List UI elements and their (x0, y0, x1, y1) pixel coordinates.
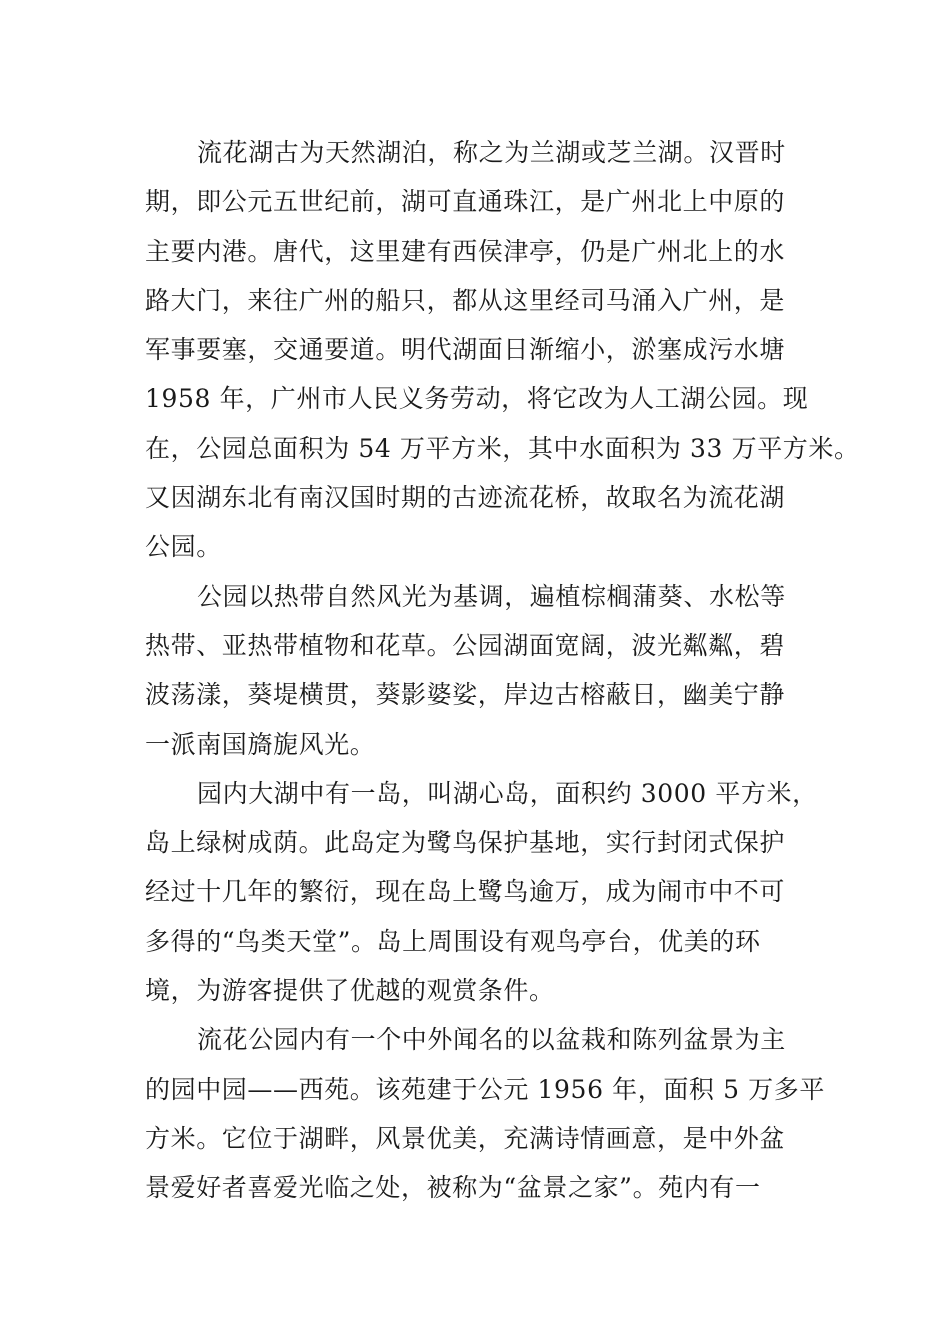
text-line: 期，即公元五世纪前，湖可直通珠江，是广州北上中原的 (145, 187, 786, 217)
text-line: 岛上绿树成荫。此岛定为鹭鸟保护基地，实行封闭式保护 (145, 828, 786, 858)
text-line: 1958 年，广州市人民义务劳动，将它改为人工湖公园。现 (145, 384, 809, 414)
paragraph-2 (145, 572, 825, 769)
text-line: 主要内港。唐代，这里建有西侯津亭，仍是广州北上的水 (145, 236, 786, 266)
text-line: 景爱好者喜爱光临之处，被称为“盆景之家”。苑内有一 (145, 1173, 761, 1203)
text-line: 热带、亚热带植物和花草。公园湖面宽阔，波光粼粼，碧 (145, 630, 786, 660)
text-line: 波荡漾，葵堤横贯，葵影婆娑，岸边古榕蔽日，幽美宁静 (145, 680, 786, 710)
text-line: 园内大湖中有一岛，叫湖心岛，面积约 3000 平方米， (197, 778, 818, 808)
text-line: 又因湖东北有南汉国时期的古迹流花桥，故取名为流花湖 (145, 483, 786, 513)
text-line: 公园。 (145, 532, 222, 562)
text-line: 公园以热带自然风光为基调，遍植棕榈蒲葵、水松等 (197, 581, 786, 611)
text-line: 在，公园总面积为 54 万平方米，其中水面积为 33 万平方米。 (145, 433, 860, 463)
text-line: 多得的“鸟类天堂”。岛上周围设有观鸟亭台，优美的环 (145, 926, 761, 956)
text-line: 方米。它位于湖畔，风景优美，充满诗情画意，是中外盆 (145, 1123, 786, 1153)
text-line: 境，为游客提供了优越的观赏条件。 (145, 976, 555, 1006)
paragraph-4 (145, 1015, 825, 1212)
text-line: 的园中园——西苑。该苑建于公元 1956 年，面积 5 万多平 (145, 1074, 825, 1104)
paragraph-1 (145, 128, 860, 572)
text-line: 流花公园内有一个中外闻名的以盆栽和陈列盆景为主 (197, 1025, 786, 1055)
text-line: 路大门，来往广州的船只，都从这里经司马涌入广州，是 (145, 285, 786, 315)
text-line: 经过十几年的繁衍，现在岛上鹭鸟逾万，成为闹市中不可 (145, 877, 786, 907)
paragraph-3 (145, 769, 825, 1015)
text-line: 流花湖古为天然湖泊，称之为兰湖或芝兰湖。汉晋时 (197, 138, 786, 167)
text-line: 一派南国旖旎风光。 (145, 729, 376, 759)
text-line: 军事要塞，交通要道。明代湖面日渐缩小，淤塞成污水塘 (145, 335, 786, 365)
document-page (145, 128, 860, 1213)
